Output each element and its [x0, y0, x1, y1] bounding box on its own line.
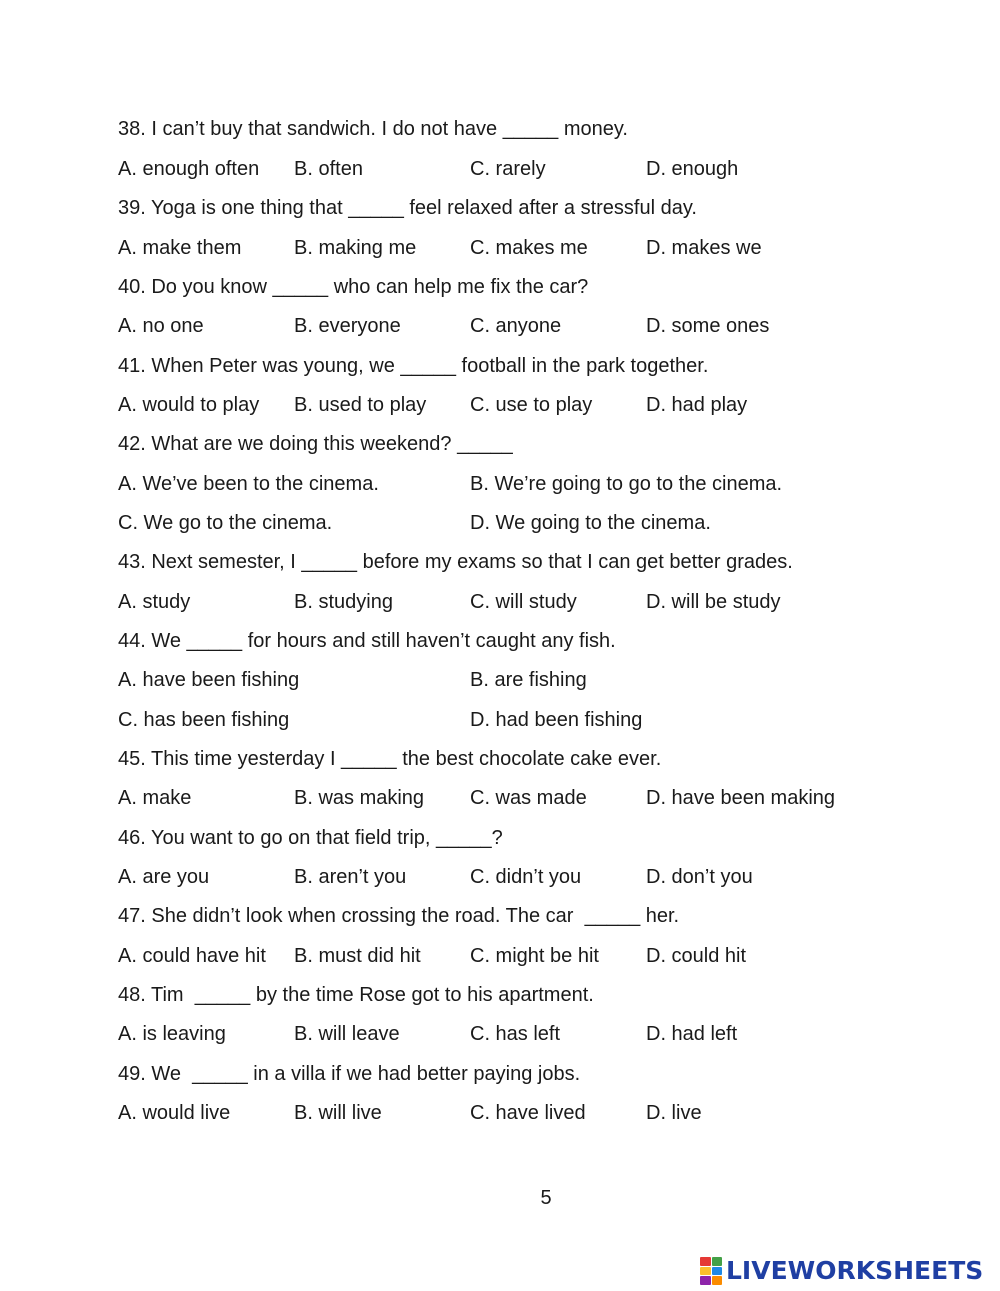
question-49-options: [118, 1099, 898, 1127]
q49-option-b: B. will live: [294, 1102, 382, 1124]
question-44-stem: 44. We _____ for hours and still haven’t caught any fish.: [118, 630, 616, 652]
q49-option-c: C. have lived: [470, 1102, 586, 1124]
logo-block: [712, 1276, 723, 1285]
question-42-stem: 42. What are we doing this weekend? _____: [118, 433, 513, 455]
q44-option-b: B. are fishing: [470, 669, 587, 691]
q43-option-c: C. will study: [470, 591, 577, 613]
q48-option-b: B. will leave: [294, 1023, 400, 1045]
question-39-stem: 39. Yoga is one thing that _____ feel relaxed after a stressful day.: [118, 197, 697, 219]
q49-option-d: D. live: [646, 1102, 702, 1124]
question-48-options: [118, 1020, 898, 1048]
page-number: 5: [540, 1187, 552, 1209]
question-48-stem: 48. Tim _____ by the time Rose got to his apartment.: [118, 984, 594, 1006]
q42-option-a: A. We’ve been to the cinema.: [118, 473, 379, 495]
q47-option-b: B. must did hit: [294, 945, 421, 967]
q40-option-a: A. no one: [118, 315, 204, 337]
question-47-stem: 47. She didn’t look when crossing the road. The car _____ her.: [118, 905, 680, 927]
question-38-options: [118, 155, 898, 183]
question-47-options: [118, 942, 898, 970]
q45-option-a: A. make: [118, 787, 192, 809]
question-49-stem: 49. We _____ in a villa if we had better paying jobs.: [118, 1063, 581, 1085]
q41-option-a: A. would to play: [118, 394, 260, 416]
q39-option-b: B. making me: [294, 237, 417, 259]
q46-option-b: B. aren’t you: [294, 866, 407, 888]
question-43-stem: 43. Next semester, I _____ before my exams so that I can get better grades.: [118, 551, 793, 573]
brand-name: LIVEWORKSHEETS: [726, 1256, 984, 1285]
question-40-stem: 40. Do you know _____ who can help me fix the car?: [118, 276, 589, 298]
q46-option-d: D. don’t you: [646, 866, 753, 888]
liveworksheets-brand[interactable]: [700, 1253, 1000, 1289]
question-43-options: [118, 588, 898, 616]
q46-option-a: A. are you: [118, 866, 210, 888]
question-38-stem: 38. I can’t buy that sandwich. I do not have _____ money.: [118, 118, 628, 140]
q45-option-b: B. was making: [294, 787, 425, 809]
q41-option-d: D. had play: [646, 394, 748, 416]
q43-option-b: B. studying: [294, 591, 393, 613]
q43-option-a: A. study: [118, 591, 191, 613]
q45-option-c: C. was made: [470, 787, 587, 809]
q44-option-d: D. had been fishing: [470, 709, 643, 731]
q42-option-b: B. We’re going to go to the cinema.: [470, 473, 783, 495]
q41-option-c: C. use to play: [470, 394, 593, 416]
q46-option-c: C. didn’t you: [470, 866, 582, 888]
q42-option-c: C. We go to the cinema.: [118, 512, 333, 534]
q40-option-d: D. some ones: [646, 315, 770, 337]
q45-option-d: D. have been making: [646, 787, 836, 809]
q44-option-a: A. have been fishing: [118, 669, 300, 691]
q43-option-d: D. will be study: [646, 591, 781, 613]
question-44-options-row1: [118, 666, 898, 694]
q39-option-c: C. makes me: [470, 237, 588, 259]
q47-option-d: D. could hit: [646, 945, 747, 967]
q47-option-c: C. might be hit: [470, 945, 599, 967]
q48-option-c: C. has left: [470, 1023, 561, 1045]
question-39-options: [118, 234, 898, 262]
q42-option-d: D. We going to the cinema.: [470, 512, 711, 534]
logo-block: [700, 1276, 711, 1285]
q38-option-c: C. rarely: [470, 158, 546, 180]
question-46-stem: 46. You want to go on that field trip, _____?: [118, 827, 503, 849]
q44-option-c: C. has been fishing: [118, 709, 290, 731]
q40-option-c: C. anyone: [470, 315, 562, 337]
q47-option-a: A. could have hit: [118, 945, 266, 967]
liveworksheets-logo-icon: [700, 1257, 722, 1285]
question-41-options: [118, 391, 898, 419]
logo-block: [700, 1267, 711, 1276]
question-45-stem: 45. This time yesterday I _____ the best chocolate cake ever.: [118, 748, 662, 770]
q40-option-b: B. everyone: [294, 315, 401, 337]
q39-option-a: A. make them: [118, 237, 242, 259]
logo-block: [712, 1267, 723, 1276]
question-45-options: [118, 784, 898, 812]
question-46-options: [118, 863, 898, 891]
question-42-options-row1: [118, 470, 898, 498]
q38-option-a: A. enough often: [118, 158, 260, 180]
q48-option-a: A. is leaving: [118, 1023, 226, 1045]
logo-block: [700, 1257, 711, 1266]
question-42-options-row2: [118, 509, 898, 537]
q39-option-d: D. makes we: [646, 237, 762, 259]
q38-option-d: D. enough: [646, 158, 739, 180]
q49-option-a: A. would live: [118, 1102, 231, 1124]
question-41-stem: 41. When Peter was young, we _____ football in the park together.: [118, 355, 709, 377]
logo-block: [712, 1257, 723, 1266]
question-40-options: [118, 312, 898, 340]
question-44-options-row2: [118, 706, 898, 734]
q48-option-d: D. had left: [646, 1023, 738, 1045]
q38-option-b: B. often: [294, 158, 363, 180]
q41-option-b: B. used to play: [294, 394, 427, 416]
